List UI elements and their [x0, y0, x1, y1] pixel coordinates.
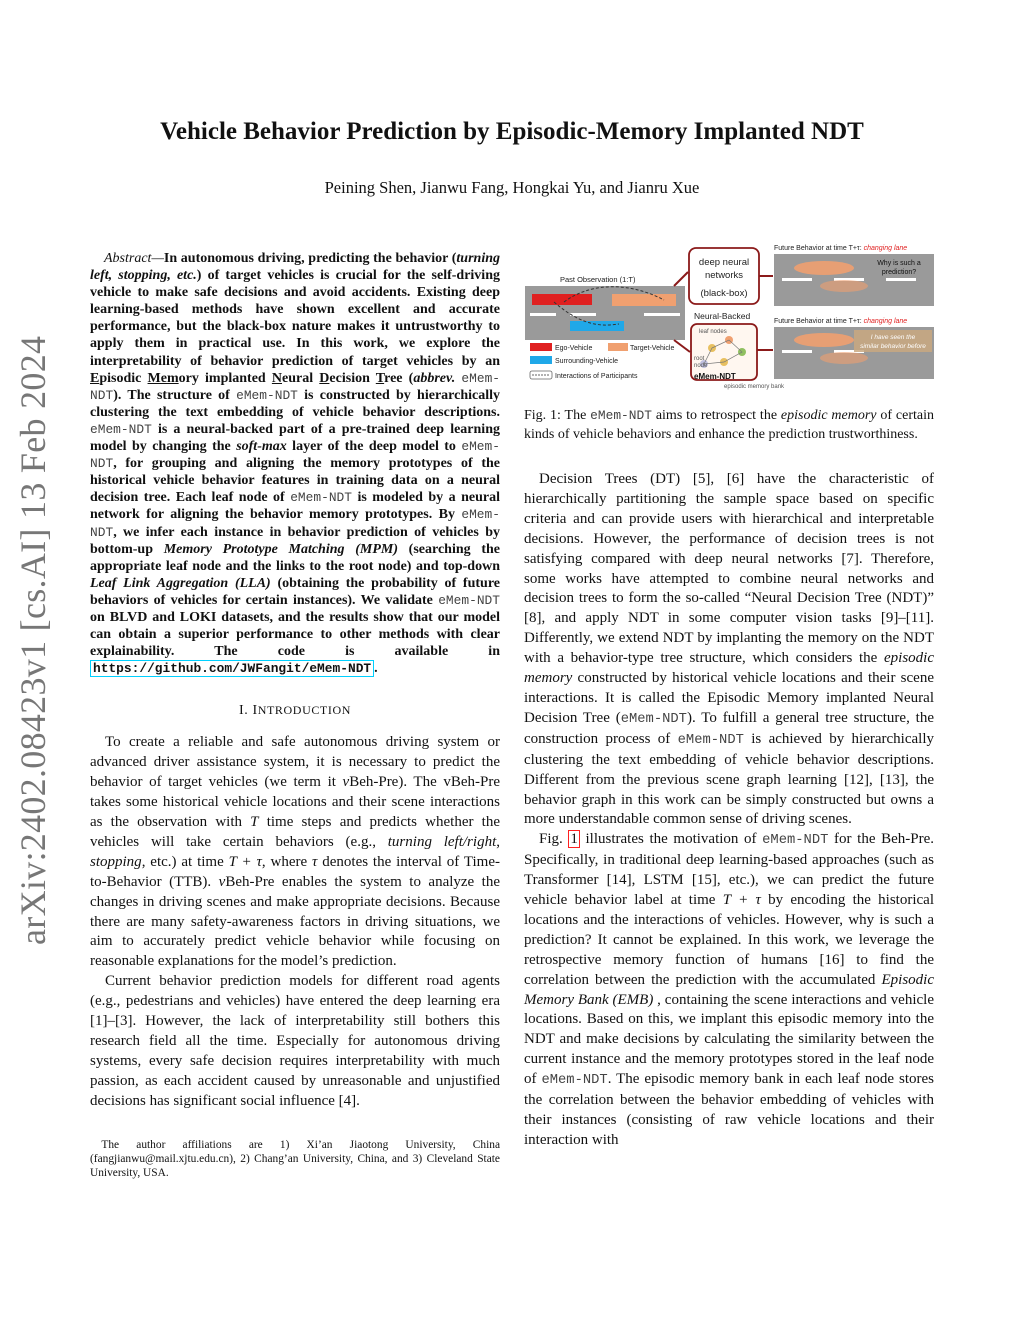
- legend-surround-swatch: [530, 356, 552, 364]
- figure-1-illustration: [524, 240, 934, 396]
- svg-text:prediction?: prediction?: [881, 269, 917, 276]
- section-heading-introduction: I. INTRODUCTION: [239, 703, 351, 719]
- code-link[interactable]: https://github.com/JWFangit/eMem-NDT: [90, 660, 374, 677]
- intro-paragraph-1: To create a reliable and safe autonomous driving system or advanced driver assistance system, it is necessary to predict the behavior of target vehicles (we term it vBeh-Pre). The vBeh-Pre takes some historical vehicle locations and their scene interactions as the observation with T time steps and predicts whether the vehicles will take certain behaviors (e.g., turning left/right, stopping, etc.) at time T + τ, where τ denotes the interval of Time-to-Behavior (TTB). vBeh-Pre enables the system to analyze the changes in driving scenes and make appropriate decisions. Because there are many safety-awareness factors in driving situations, we aim to accurately predict vehicle behavior while focusing on reasonable explanations for the model’s prediction.: [90, 734, 500, 970]
- ego-vehicle-trajectory: [532, 294, 592, 305]
- seen-before-note: I have seen the: [870, 334, 916, 341]
- legend-ego-swatch: [530, 343, 552, 351]
- svg-text:root: root: [694, 356, 705, 362]
- figure-reference-link[interactable]: 1: [570, 831, 578, 848]
- neural-backed-label: Neural-Backed: [694, 311, 751, 321]
- figure-1-caption: Fig. 1: The eMem-NDT aims to retrospect the episodic memory of certain kinds of vehicle behaviors and enhance the prediction trustworthiness.: [524, 408, 934, 442]
- past-observation-label: Past Observation (1:T): [560, 275, 636, 284]
- legend-ego-label: Ego-Vehicle: [555, 345, 593, 352]
- arxiv-identifier: arXiv:2402.08423v1 [cs.AI] 13 Feb 2024: [13, 335, 53, 945]
- paper-authors: Peining Shen, Jianwu Fang, Hongkai Yu, and Jianru Xue: [324, 178, 700, 197]
- svg-text:deep neural: deep neural: [698, 257, 750, 268]
- right-paragraph-2: Fig. 1 illustrates the motivation of eMem-NDT for the Beh-Pre. Specifically, in traditional deep learning-based approaches (such as Transformer [14], LSTM [15], etc.), we can predict the future vehicle behavior label at time T + τ by encoding the historical locations and the interactions of vehicles. However, why is such a prediction? It cannot be explained. In this work, we leverage the retrospective memory function of humans [16] to find the correlation between the prediction with the accumulated Episodic Memory Bank (EMB) , containing the scene interactions and vehicle locations. Based on this, we implant this episodic memory into the NDT and make decisions by calculating the similarity between the current instance and the memory prototypes stored in the leaf node of eMem-NDT. The episodic memory bank in each leaf node stores the correlation between the behavior embedding of vehicles with their instances (consisting of raw vehicle locations and their interaction with: [524, 831, 934, 1148]
- paper-title: Vehicle Behavior Prediction by Episodic-Memory Implanted NDT: [160, 118, 864, 145]
- legend-surround-label: Surrounding-Vehicle: [555, 358, 619, 365]
- intro-paragraph-2: Current behavior prediction models for different road agents (e.g., pedestrians and vehicles) have entered the deep learning era [1]–[3]. However, the lack of interpretability still bothers this research field all the time. Especially for autonomous driving systems, every safe decision requires interpretability with much passion, as each accident caused by unreasonable and unjustified decisions has significant social influence [4].: [90, 973, 500, 1109]
- why-question: Why is such a: [877, 260, 921, 267]
- future-bottom-label: Future Behavior at time T+τ: changing lane: [774, 318, 908, 325]
- figure-1: [524, 240, 934, 396]
- svg-text:similar behavior before: similar behavior before: [860, 343, 926, 350]
- surrounding-vehicle-trajectory: [570, 321, 624, 331]
- legend-target-swatch: [608, 343, 628, 351]
- left-column: [90, 250, 500, 1180]
- target-vehicle-trajectory: [612, 294, 676, 306]
- right-paragraph-1: Decision Trees (DT) [5], [6] have the characteristic of hierarchically partitioning the sample space based on specific criteria and can provide users with hierarchical and interpretable decisions. However, the performance of decision trees is not satisfying compared with deep neural networks [7]. Therefore, some works have attempted to combine neural networks and decision trees to form the so-called “Neural Decision Tree (NDT)” [8], and apply NDT in some computer vision tasks [9]–[11]. Differently, we extend NDT by implanting the memory on the NDT with a behavior-type tree structure, which considers the episodic memory constructed by historical vehicle locations and their scene interactions. It is called the Episodic Memory implanted Neural Decision Tree (eMem-NDT). To fulfill a general tree structure, the construction process of eMem-NDT is achieved by hierarchically clustering the text embedding of vehicle behavior descriptions. Different from the previous scene graph learning [12], [13], the behavior graph in this work can be simply constructed but owns a more understandable common sense of driving scenes.: [524, 471, 934, 828]
- emem-ndt-label: eMem-NDT: [694, 372, 736, 381]
- svg-text:(black-box): (black-box): [700, 288, 748, 299]
- episodic-memory-bank-label: episodic memory bank: [724, 384, 785, 390]
- svg-text:node: node: [694, 363, 708, 369]
- legend-interact-label: Interactions of Participants: [555, 373, 638, 380]
- legend-target-label: Target-Vehicle: [630, 345, 675, 352]
- svg-text:leaf nodes: leaf nodes: [699, 329, 727, 335]
- footnote-affiliations: The author affiliations are 1) Xi’an Jiaotong University, China (fangjianwu@mail.xjtu.edu.cn), 2) Chang’an University, China, and 3) Cleveland State University, USA.: [90, 1138, 500, 1179]
- svg-text:networks: networks: [704, 270, 744, 281]
- abstract-label: Abstract —: [104, 251, 164, 266]
- future-top-label: Future Behavior at time T+τ: changing lane: [774, 245, 908, 252]
- right-column: [524, 240, 934, 1151]
- abstract: Abstract — In autonomous driving, predicting the behavior (turning left, stopping, etc.) of target vehicles is crucial for the self-driving vehicle to make safe decisions and avoid accidents. Existing deep learning-based methods have shown excellent and accurate performance, but the black-box nature makes it untrustworthy to apply them in practical use. In this work, we explore the interpretability of behavior prediction of target vehicles by an Episodic Memory implanted Neural Decision Tree (abbrev. eMem-NDT). The structure of eMem-NDT is constructed by hierarchically clustering the text embedding of vehicle behavior descriptions. eMem-NDT is a neural-backed part of a pre-trained deep learning model by changing the soft-max layer of the deep model to eMem-NDT, for grouping and aligning the memory prototypes of the historical vehicle behavior features in training data on a neural decision tree. Each leaf node of eMem-NDT is modeled by a neural network for aligning the behavior memory prototypes. By eMem-NDT, we infer each instance in behavior prediction of vehicles by bottom-up Memory Prototype Matching (MPM) (searching the appropriate leaf node and the links to the root node) and top-down Leaf Link Aggregation (LLA) (obtaining the probability of future behaviors of vehicles for certain instances). We validate eMem-NDT on BLVD and LOKI datasets, and the results show that our model can obtain a superior performance to other methods with clear explainability. The code is available in https://github.com/JWFangit/eMem-NDT .: [90, 250, 500, 677]
